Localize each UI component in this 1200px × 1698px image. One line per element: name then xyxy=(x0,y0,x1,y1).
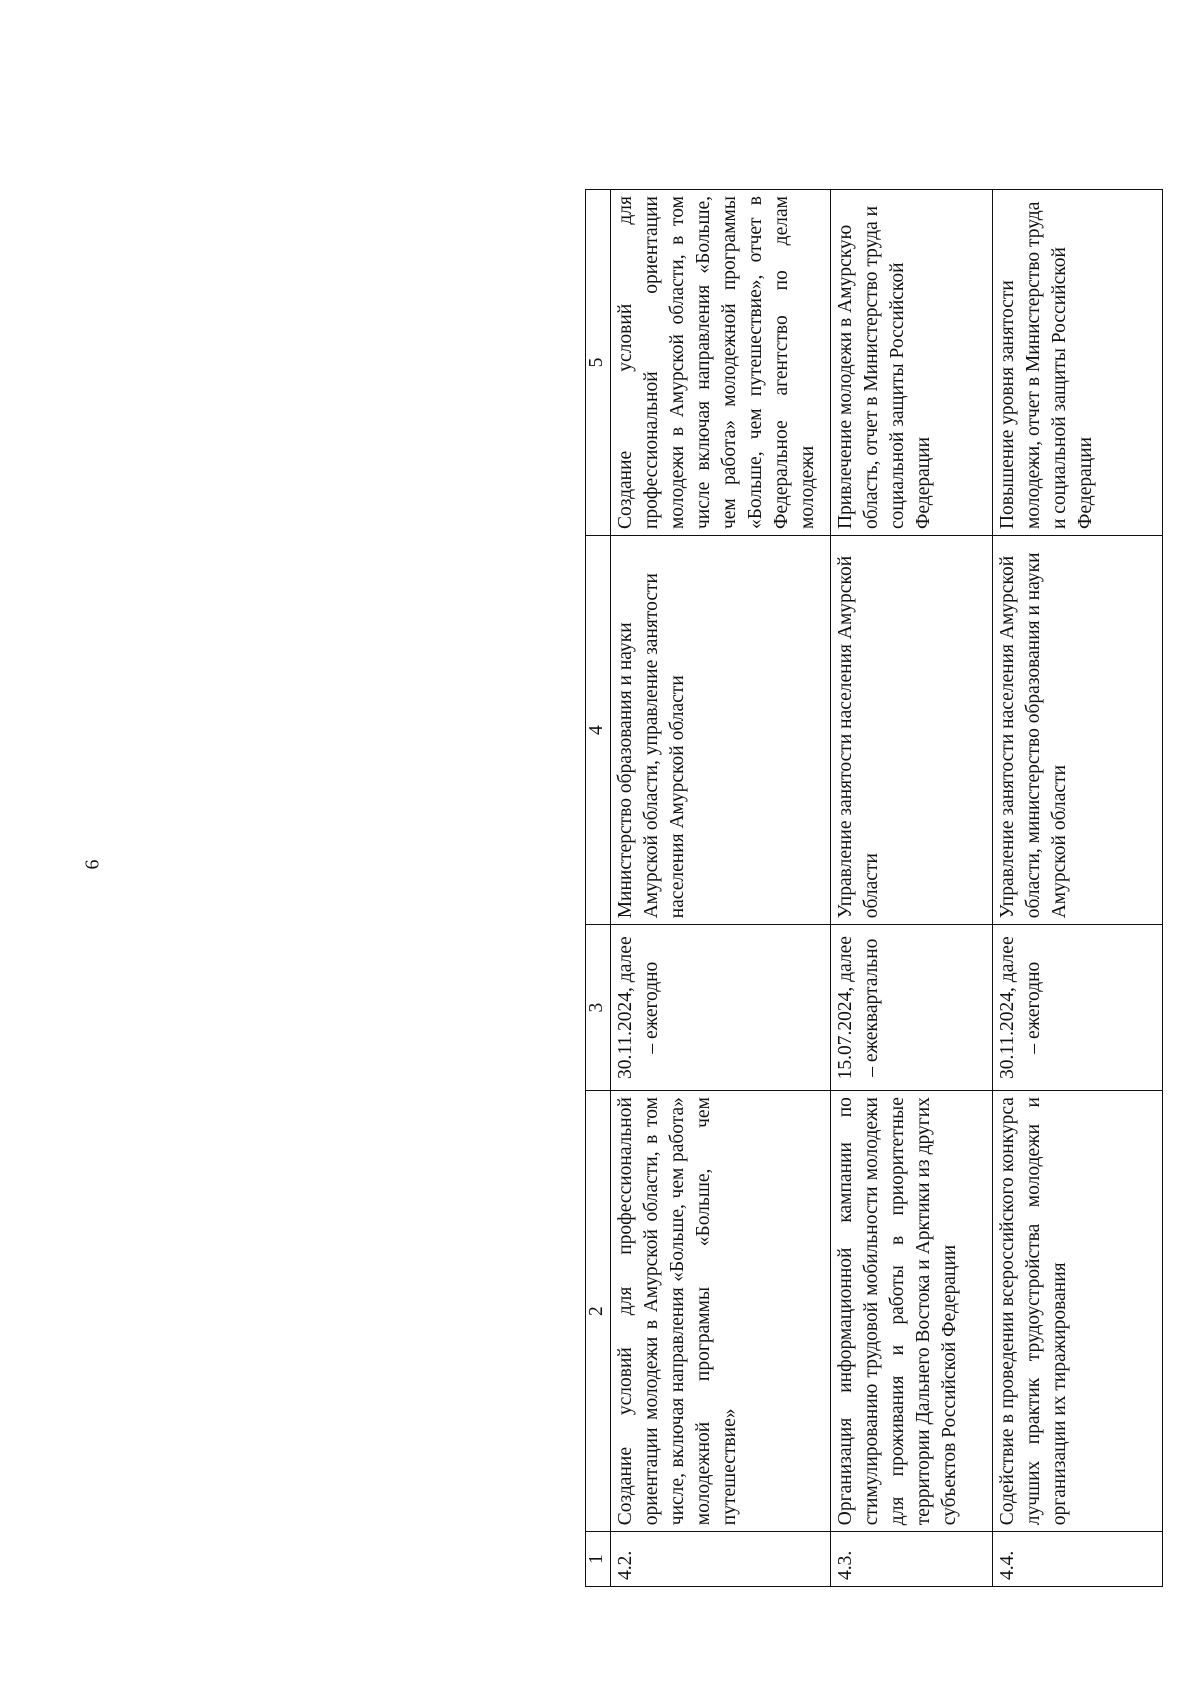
responsible-cell: Управление занятости населения Амурской области xyxy=(830,536,992,925)
header-col-5: 5 xyxy=(586,190,611,536)
result-cell: Создание условий для профессиональной ориентации молодежи в Амурской области, в том числе включая направления «Больше, чем работа» молодежной программы «Больше, чем путешествие», отчет в Федеральное агентство по делам молодежи xyxy=(611,190,831,536)
page-number: 6 xyxy=(81,859,104,870)
result-cell: Повышение уровня занятости молодежи, отчет в Министерство труда и социальной защиты Российской Федерации xyxy=(992,190,1162,536)
plan-table xyxy=(585,189,1163,1587)
deadline-cell: 30.11.2024, далее – ежегодно xyxy=(611,925,831,1091)
table-row xyxy=(830,190,992,1587)
responsible-cell: Министерство образования и науки Амурской области, управление занятости населения Амурской области xyxy=(611,536,831,925)
activity-cell: Создание условий для профессиональной ориентации молодежи в Амурской области, в том числе, включая направления «Больше, чем работа» молодежной программы «Больше, чем путешествие» xyxy=(611,1091,831,1532)
table-row xyxy=(992,190,1162,1587)
row-number: 4.3. xyxy=(830,1532,992,1587)
deadline-cell: 30.11.2024, далее – ежегодно xyxy=(992,925,1162,1091)
row-number: 4.4. xyxy=(992,1532,1162,1587)
rotated-table-container xyxy=(585,189,1163,1587)
header-col-2: 2 xyxy=(586,1091,611,1532)
header-col-1: 1 xyxy=(586,1532,611,1587)
activity-cell: Содействие в проведении всероссийского конкурса лучших практик трудоустройства молодежи и организации их тиражирования xyxy=(992,1091,1162,1532)
table-row xyxy=(611,190,831,1587)
result-cell: Привлечение молодежи в Амурскую область, отчет в Министерство труда и социальной защиты Российской Федерации xyxy=(830,190,992,536)
responsible-cell: Управление занятости населения Амурской области, министерство образования и науки Амурской области xyxy=(992,536,1162,925)
table-header-row xyxy=(586,190,611,1587)
row-number: 4.2. xyxy=(611,1532,831,1587)
header-col-4: 4 xyxy=(586,536,611,925)
deadline-cell: 15.07.2024, далее – ежеквартально xyxy=(830,925,992,1091)
activity-cell: Организация информационной кампании по стимулированию трудовой мобильности молодежи для проживания и работы в приоритетные территории Дальнего Востока и Арктики из других субъектов Российской Федерации xyxy=(830,1091,992,1532)
header-col-3: 3 xyxy=(586,925,611,1091)
